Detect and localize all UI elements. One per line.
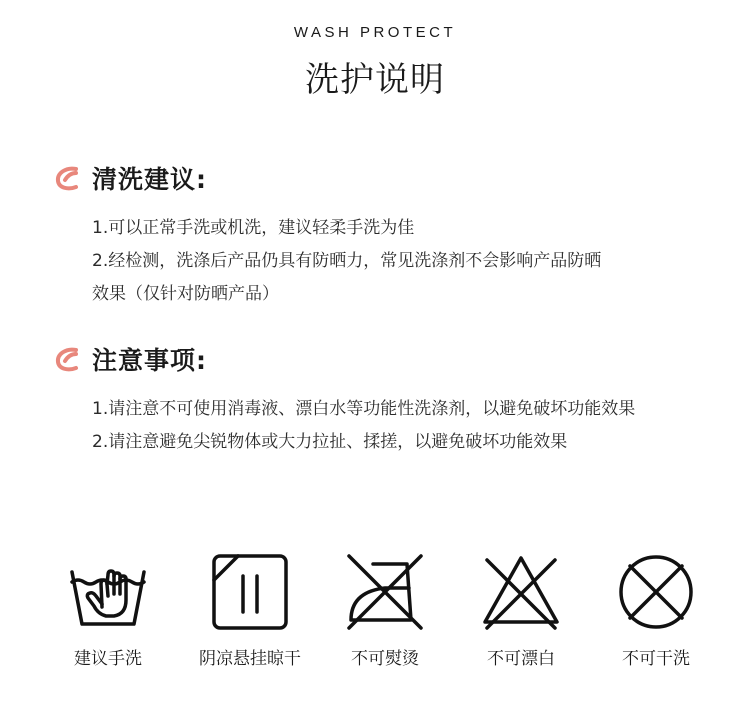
care-shade-hang-dry — [190, 552, 310, 669]
care-no-iron — [325, 552, 445, 669]
section-title: 注意事项: — [92, 346, 207, 375]
text-line: 1.请注意不可使用消毒液、漂白水等功能性洗涤剂，以避免破坏功能效果 — [92, 399, 636, 419]
care-label: 不可漂白 — [487, 649, 555, 669]
no-iron-icon — [345, 552, 425, 632]
text-line: 1.可以正常手洗或机洗，建议轻柔手洗为佳 — [92, 218, 415, 238]
care-label: 不可熨烫 — [351, 649, 419, 669]
text-line: 2.请注意避免尖锐物体或大力拉扯、揉搓，以避免破坏功能效果 — [92, 432, 568, 452]
care-label: 建议手洗 — [74, 649, 142, 669]
care-no-dry-clean — [596, 552, 716, 669]
section-title: 清洗建议: — [92, 165, 207, 194]
section-precautions — [54, 339, 207, 379]
header-title-en: WASH PROTECT — [293, 24, 457, 41]
wash-advice-text — [92, 212, 601, 311]
care-no-bleach — [461, 552, 581, 669]
section-wash-advice — [54, 158, 207, 198]
care-label: 不可干洗 — [622, 649, 690, 669]
shade-hang-dry-icon — [210, 552, 290, 632]
hand-wash-icon — [68, 552, 148, 632]
text-line: 2.经检测，洗涤后产品仍具有防晒力，常见洗涤剂不会影响产品防晒 — [92, 251, 602, 271]
no-dry-clean-icon — [616, 552, 696, 632]
precautions-text — [92, 393, 635, 459]
care-hand-wash — [48, 552, 168, 669]
care-label: 阴凉悬挂晾干 — [199, 649, 301, 669]
leaf-icon — [54, 345, 80, 373]
header-title-cn: 洗护说明 — [305, 60, 445, 100]
no-bleach-icon — [481, 552, 561, 632]
leaf-icon — [54, 164, 80, 192]
text-line: 效果（仅针对防晒产品） — [92, 284, 279, 304]
